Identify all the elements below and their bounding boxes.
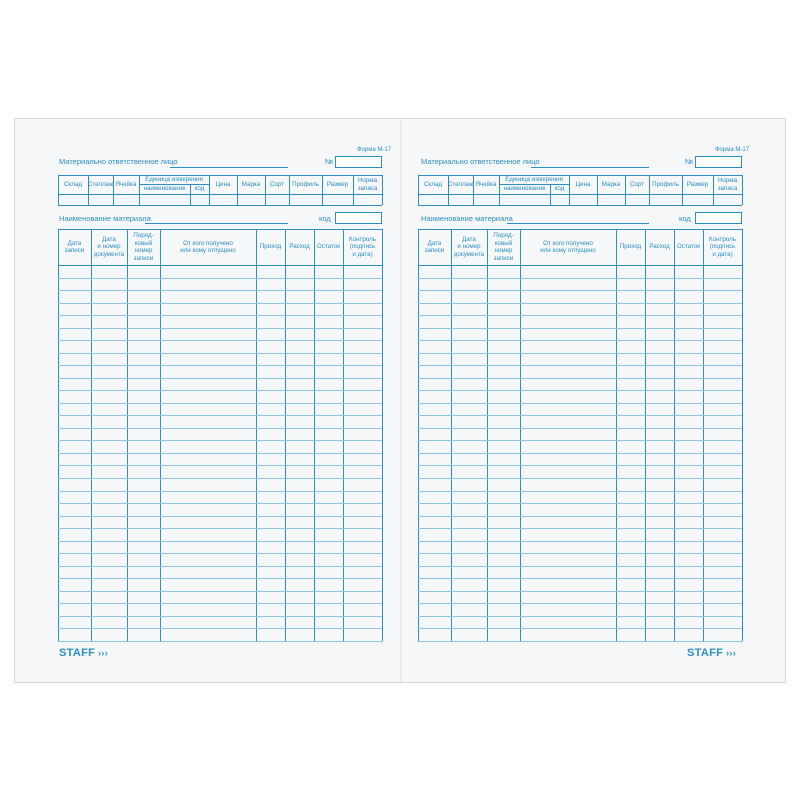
- code-field[interactable]: [695, 212, 742, 224]
- ledger-row-line: [418, 641, 742, 642]
- col-unit-group: Единица измерения: [145, 175, 203, 183]
- responsible-field[interactable]: [531, 167, 649, 168]
- brand-chevrons: ›››: [98, 648, 109, 658]
- col-brand: Марка: [601, 180, 621, 188]
- ledger-row-line: [58, 390, 382, 391]
- ledger-row-line: [418, 453, 742, 454]
- ledger-row-line: [418, 378, 742, 379]
- ledger-row-line: [418, 603, 742, 604]
- ledger-row-line: [418, 278, 742, 279]
- material-field[interactable]: [145, 223, 288, 224]
- col-yacheyka: Ячейка: [475, 180, 497, 188]
- ledger-row-line: [58, 478, 382, 479]
- ledger-row-line: [418, 528, 742, 529]
- ledger-row-line: [58, 641, 382, 642]
- responsible-label: Материально ответственное лицо: [59, 157, 178, 166]
- number-field[interactable]: [335, 156, 382, 168]
- ledger-row-line: [418, 390, 742, 391]
- col-expense: Расход: [649, 243, 670, 251]
- ledger-row-line: [418, 328, 742, 329]
- ledger-row-line: [58, 353, 382, 354]
- ledger-row-line: [418, 628, 742, 629]
- responsible-field[interactable]: [170, 167, 288, 168]
- code-label: код: [319, 214, 331, 223]
- col-stellazh: Стеллаж: [87, 180, 114, 188]
- col-counterparty: От кого получено или кому отпущено: [180, 239, 236, 254]
- ledger-row-line: [418, 415, 742, 416]
- ledger-row-line: [418, 591, 742, 592]
- ledger-row-line: [418, 541, 742, 542]
- ledger-row-line: [58, 628, 382, 629]
- col-control: Контроль (подпись и дата): [709, 235, 736, 258]
- ledger-row-line: [58, 303, 382, 304]
- ledger-row-line: [58, 340, 382, 341]
- ledger-row-line: [58, 541, 382, 542]
- book-spine: [400, 119, 402, 682]
- ledger-row-line: [58, 591, 382, 592]
- form-label: Форма М-17: [357, 147, 392, 153]
- ledger-row-line: [58, 278, 382, 279]
- col-size: Размер: [686, 180, 709, 188]
- col-balance: Остаток: [317, 243, 340, 251]
- col-profile: Профиль: [292, 180, 319, 188]
- ledger-row-line: [418, 403, 742, 404]
- ledger-row-line: [58, 403, 382, 404]
- col-unit-name: наименование: [143, 185, 186, 193]
- brand-text: STAFF: [59, 647, 96, 659]
- col-unit-code: код: [194, 185, 205, 193]
- col-stock-norm: Норма запаса: [717, 177, 738, 192]
- ledger-row-line: [418, 340, 742, 341]
- material-field[interactable]: [507, 223, 649, 224]
- number-field[interactable]: [695, 156, 742, 168]
- col-control: Контроль (подпись и дата): [349, 235, 376, 258]
- ledger-row-line: [58, 453, 382, 454]
- col-profile: Профиль: [652, 180, 679, 188]
- col-entry-date: Дата записи: [424, 239, 445, 254]
- material-label: Наименование материала: [421, 214, 513, 223]
- col-price: Цена: [575, 180, 591, 188]
- ledger-row-line: [58, 616, 382, 617]
- ledger-row-line: [418, 465, 742, 466]
- page-right: [403, 119, 786, 682]
- ledger-row-line: [58, 491, 382, 492]
- ledger-row-line: [418, 428, 742, 429]
- brand-chevrons: ›››: [726, 648, 737, 658]
- ledger-row-line: [58, 440, 382, 441]
- col-size: Размер: [326, 180, 349, 188]
- ledger-row-line: [418, 315, 742, 316]
- ledger-row-line: [418, 365, 742, 366]
- ledger-row-line: [58, 315, 382, 316]
- code-label: код: [679, 214, 691, 223]
- ledger-row-line: [58, 516, 382, 517]
- ledger-row-line: [418, 491, 742, 492]
- col-document: Дата и номер документа: [93, 235, 125, 258]
- col-unit-name: наименование: [503, 185, 546, 193]
- open-book: [14, 118, 786, 683]
- col-entry-number: Поряд- ковый номер записи: [133, 232, 154, 262]
- col-stellazh: Стеллаж: [447, 180, 474, 188]
- number-label: №: [325, 157, 334, 166]
- col-sklad: Склад: [64, 180, 82, 188]
- col-income: Приход: [259, 243, 282, 251]
- col-document: Дата и номер документа: [453, 235, 485, 258]
- ledger-row-line: [58, 503, 382, 504]
- ledger-row-line: [58, 328, 382, 329]
- number-label: №: [685, 157, 694, 166]
- ledger-row-line: [58, 365, 382, 366]
- page-left: [15, 119, 398, 682]
- ledger-row-line: [58, 378, 382, 379]
- ledger-row-line: [418, 303, 742, 304]
- ledger-row-line: [418, 503, 742, 504]
- col-expense: Расход: [289, 243, 310, 251]
- col-unit-group: Единица измерения: [505, 175, 563, 183]
- responsible-label: Материально ответственное лицо: [421, 157, 540, 166]
- col-grade: Сорт: [629, 180, 645, 188]
- ledger-row-line: [58, 415, 382, 416]
- ledger-row-line: [58, 578, 382, 579]
- ledger-row-line: [58, 528, 382, 529]
- staff-logo: [59, 647, 108, 659]
- col-sklad: Склад: [424, 180, 442, 188]
- ledger-row-line: [418, 353, 742, 354]
- ledger-row-line: [58, 566, 382, 567]
- ledger-row-line: [418, 440, 742, 441]
- ledger-row-line: [58, 465, 382, 466]
- ledger-row-line: [58, 428, 382, 429]
- brand-text: STAFF: [687, 647, 724, 659]
- col-counterparty: От кого получено или кому отпущено: [540, 239, 596, 254]
- ledger-row-line: [418, 553, 742, 554]
- col-income: Приход: [619, 243, 642, 251]
- staff-logo: [687, 647, 736, 659]
- ledger-row-line: [58, 603, 382, 604]
- col-brand: Марка: [241, 180, 261, 188]
- col-unit-code: код: [554, 185, 565, 193]
- ledger-row-line: [418, 290, 742, 291]
- ledger-row-line: [418, 516, 742, 517]
- code-field[interactable]: [335, 212, 382, 224]
- col-price: Цена: [215, 180, 231, 188]
- col-stock-norm: Норма запаса: [357, 177, 378, 192]
- ledger-row-line: [418, 478, 742, 479]
- col-yacheyka: Ячейка: [115, 180, 137, 188]
- ledger-row-line: [58, 553, 382, 554]
- ledger-row-line: [418, 616, 742, 617]
- ledger-row-line: [58, 290, 382, 291]
- ledger-row-line: [418, 578, 742, 579]
- col-balance: Остаток: [677, 243, 700, 251]
- col-entry-number: Поряд- ковый номер записи: [493, 232, 514, 262]
- material-label: Наименование материала: [59, 214, 151, 223]
- ledger-row-line: [418, 566, 742, 567]
- form-label: Форма М-17: [715, 147, 750, 153]
- col-grade: Сорт: [269, 180, 285, 188]
- col-entry-date: Дата записи: [64, 239, 85, 254]
